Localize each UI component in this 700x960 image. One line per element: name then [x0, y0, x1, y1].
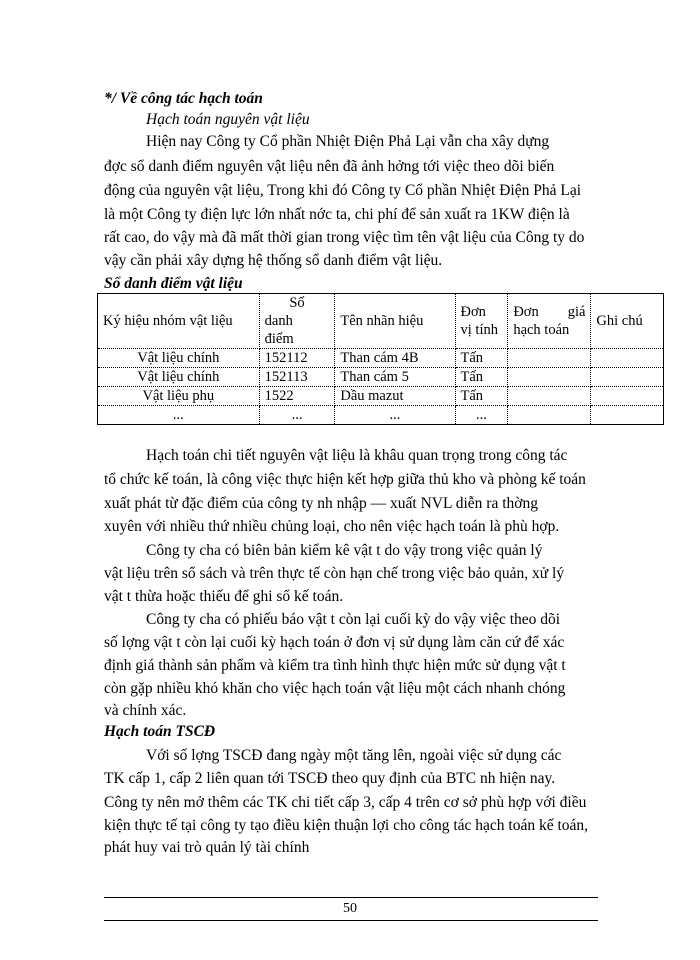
cell-note	[591, 368, 664, 387]
cell-code: 152113	[259, 368, 335, 387]
table-row	[98, 387, 664, 406]
cell-price	[508, 387, 591, 406]
text-line: xuyên với nhiều thứ nhiều chủng loại, cho nên việc hạch toán là phù hợp.	[104, 518, 560, 535]
cell-group: Vật liệu chính	[98, 349, 260, 368]
cell-note	[591, 349, 664, 368]
cell-code: 152112	[259, 349, 335, 368]
text-line: số lợng vật t còn lại cuối kỳ hạch toán ở đơn vị sử dụng làm căn cứ để xác	[104, 634, 565, 651]
cell-price	[508, 368, 591, 387]
header-unit-price-line1: Đơn giá	[513, 304, 586, 320]
cell-group: Vật liệu phụ	[98, 387, 260, 406]
text-line: TK cấp 1, cấp 2 liên quan tới TSCĐ theo quy định của BTC nh hiện nay.	[104, 770, 556, 787]
text-line: tổ chức kế toán, là công việc thực hiện kết hợp giữa thủ kho và phòng kế toán	[104, 471, 586, 488]
text-line: Công ty nên mở thêm các TK chi tiết cấp 3, cấp 4 trên cơ sở phù hợp với điều	[104, 794, 587, 811]
text-line: và chính xác.	[104, 702, 187, 719]
header-catalog-no-line2: danh	[264, 313, 293, 329]
text-line: Hiện nay Công ty Cổ phần Nhiệt Điện Phả Lại vẫn cha xây dựng	[146, 133, 550, 150]
cell-note	[591, 387, 664, 406]
material-catalog-table	[97, 293, 664, 425]
header-unit-price	[508, 294, 591, 349]
text-line: động của nguyên vật liệu, Trong khi đó Công ty Cổ phần Nhiệt Điện Phả Lại	[104, 182, 582, 199]
cell-name: Dầu mazut	[335, 387, 455, 406]
text-line: vật t thừa hoặc thiếu để ghi sổ kế toán.	[104, 588, 344, 605]
text-line: Hạch toán chi tiết nguyên vật liệu là khâu quan trọng trong công tác	[146, 447, 568, 464]
text-line: xuất phát từ đặc điểm của công ty nh nhập — xuất NVL diễn ra thờng	[104, 495, 538, 512]
section-heading-fixed-assets: Hạch toán TSCĐ	[104, 723, 216, 740]
cell-unit: Tấn	[455, 368, 508, 387]
text-line: Công ty cha có phiếu báo vật t còn lại cuối kỳ do vậy việc theo dõi	[146, 611, 561, 628]
table-header-row	[98, 294, 664, 349]
header-unit	[455, 294, 508, 349]
cell-group: Vật liệu chính	[98, 368, 260, 387]
text-line: còn gặp nhiều khó khăn cho việc hạch toán vật liệu một cách nhanh chóng	[104, 680, 566, 697]
cell-price	[508, 349, 591, 368]
header-catalog-no-line3: điểm	[264, 331, 294, 347]
header-group-code: Ký hiệu nhóm vật liệu	[98, 294, 260, 349]
footer-rule-top	[104, 897, 598, 898]
text-line: định giá thành sản phẩm và kiểm tra tình hình thực hiện mức sử dụng vật t	[104, 657, 566, 674]
cell-group: ...	[98, 406, 260, 425]
text-line: vật liệu trên sổ sách và trên thực tế còn hạn chế trong việc bảo quản, xử lý	[104, 565, 565, 582]
subheading-materials: Hạch toán nguyên vật liệu	[146, 111, 310, 128]
text-line: vậy cần phải xây dựng hệ thống sổ danh điểm vật liệu.	[104, 252, 443, 269]
text-line: Công ty cha có biên bản kiểm kê vật t do vậy trong việc quản lý	[146, 542, 543, 559]
text-line: Với số lợng TSCĐ đang ngày một tăng lên, ngoài việc sử dụng các	[146, 747, 562, 764]
cell-note	[591, 406, 664, 425]
header-unit-line2: vị tính	[460, 322, 498, 338]
table-row	[98, 406, 664, 425]
cell-name: Than cám 4B	[335, 349, 455, 368]
text-line: rất cao, do vậy mà đã mất thời gian trong việc tìm tên vật liệu của Công ty do	[104, 229, 585, 246]
text-line: phát huy vai trò quản lý tài chính	[104, 839, 310, 856]
table-row	[98, 349, 664, 368]
page-number: 50	[343, 901, 357, 916]
cell-name: Than cám 5	[335, 368, 455, 387]
footer-rule-bottom	[104, 920, 598, 921]
cell-unit: ...	[455, 406, 508, 425]
cell-unit: Tấn	[455, 387, 508, 406]
text-line: là một Công ty điện lực lớn nhất nớc ta, chi phí để sản xuất ra 1KW điện là	[104, 206, 570, 223]
cell-code: 1522	[259, 387, 335, 406]
cell-name: ...	[335, 406, 455, 425]
header-catalog-no	[259, 294, 335, 349]
header-note: Ghi chú	[591, 294, 664, 349]
header-unit-price-line2: hạch toán	[513, 322, 570, 338]
table-row	[98, 368, 664, 387]
section-heading-accounting: */ Về công tác hạch toán	[104, 90, 263, 107]
text-line: kiện thực tế tại công ty tạo điều kiện thuận lợi cho công tác hạch toán kế toán,	[104, 817, 589, 834]
text-line: đợc sổ danh điểm nguyên vật liệu nên đã ảnh hởng tới việc theo dõi biến	[104, 158, 555, 175]
header-catalog-no-line1: Số	[289, 295, 305, 311]
header-brand-name: Tên nhãn hiệu	[335, 294, 455, 349]
cell-code: ...	[259, 406, 335, 425]
cell-unit: Tấn	[455, 349, 508, 368]
cell-price	[508, 406, 591, 425]
header-unit-line1: Đơn	[460, 304, 486, 320]
table-title: Sổ danh điểm vật liệu	[104, 275, 243, 292]
